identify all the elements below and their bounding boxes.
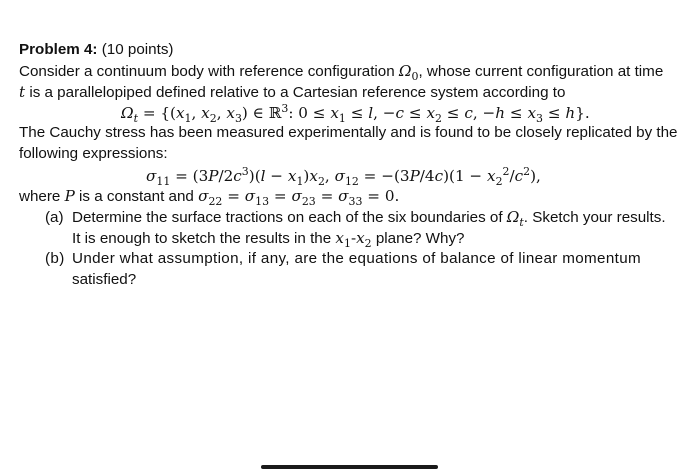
part-b-line-1: (b) Under what assumption, if any, are the equations of balance of linear momentum: [45, 248, 641, 270]
problem-points: (10 points): [97, 41, 174, 58]
part-b-line-2: satisfied?: [72, 271, 137, 288]
problem-header: [19, 39, 173, 61]
stress-intro-line-1: The Cauchy stress has been measured experimentally and is found to be closely replicated by the: [19, 124, 678, 141]
stress-equation-1: $\sigma_{11} = (3P/2c^3)(l - x_1)x_2$, $\sigma_{12} = -(3P/4c)(1 - x_2^2/c^2)$,: [146, 164, 541, 189]
part-a-line-1: (a) Determine the surface tractions on each of the six boundaries of $\Omega_t$. Sketch your results.: [45, 208, 666, 230]
problem-label: Problem 4:: [19, 41, 98, 58]
intro-line-1: Consider a continuum body with reference configuration $\Omega_0$, whose current configuration at time: [19, 62, 664, 84]
omega-0-symbol: $\Omega_0$: [398, 62, 419, 84]
part-b-label: (b): [45, 250, 65, 267]
home-indicator-bar: [261, 465, 438, 469]
where-line: where P is a constant and $\sigma_{22} = \sigma_{13} = \sigma_{23} = \sigma_{33} = 0$.: [19, 187, 400, 209]
stress-intro-line-2: following expressions:: [19, 145, 168, 162]
intro-line-2: t is a parallelopiped defined relative to a Cartesian reference system according to: [19, 83, 566, 101]
part-a-label: (a): [45, 209, 64, 226]
part-a-line-2: It is enough to sketch the results in the $x_1-x_2$ plane? Why?: [72, 229, 465, 251]
stress-equation-2: $\sigma_{22} = \sigma_{13} = \sigma_{23} = \sigma_{33} = 0$.: [198, 187, 400, 209]
configuration-equation: $\Omega_t = \{(x_1$, $x_2$, $x_3$) ∈ ℝ$^3$: $0 \le x_1 \le l$, $-c \le x_2 \le c$, $-h \le x_3 \le h$}.: [121, 101, 590, 126]
